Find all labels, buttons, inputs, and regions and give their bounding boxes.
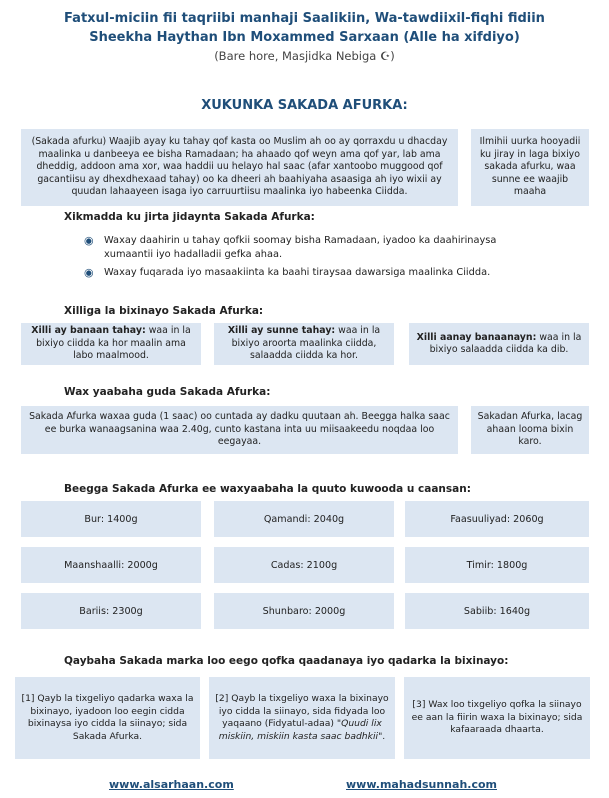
amount-side-text: Sakadan Afurka, lacag ahaan looma bixin karo. xyxy=(477,411,583,448)
measure-bariis: Bariis: 2300g xyxy=(79,605,143,617)
timing-heading: Xilliga la bixinayo Sakada Afurka: xyxy=(64,305,264,317)
measure-maanshaalli: Maanshaalli: 2000g xyxy=(64,559,158,571)
measure-cell xyxy=(214,593,394,629)
intention-box-1 xyxy=(15,677,200,759)
measures-heading: Beegga Sakada Afurka ee waxyaabaha la quuto kuwooda u caansan: xyxy=(64,483,471,495)
wisdom-item-2 xyxy=(84,266,524,280)
intro-main-text: (Sakada afurku) Waajib ayay ku tahay qof kasta oo Muslim ah oo ay qorraxdu u dhacday maalinka u danbeeya ee bisha Ramadaan; ha ahaado qof weyn ama qof yar, lab ama dheddig, addoon ama xor, waa haddii uu helayo hal saac (afar xantoobo muggood qof gacantiisu ay dhexdhexaad tahay) oo ka dheeri ah baahiyaha asaasiga ah iyo wixii ay quudan lahaayeen isaga iyo carruurtiisu maalinka iyo habeenka Ciidda. xyxy=(31,136,448,198)
intention-box-3 xyxy=(404,677,590,759)
wisdom-item-1 xyxy=(84,234,524,261)
intention-box-2-post: ". xyxy=(378,730,386,742)
wisdom-item-1-text: Waxay daahirin u tahay qofkii soomay bisha Ramadaan, iyadoo ka daahirinaysa xumaantii iyo hadalladii gefka ahaa. xyxy=(104,235,497,260)
timing-box-3-label: Xilli aanay banaanayn: xyxy=(416,331,537,343)
timing-box-1-text xyxy=(27,325,195,363)
measure-qamandi: Qamandi: 2040g xyxy=(263,513,345,525)
timing-box-1-body: waa in la bixiyo ciidda ka hor maalin ama labo maalmood. xyxy=(36,325,191,362)
amount-heading: Wax yaabaha guda Sakada Afurka: xyxy=(64,386,271,398)
wisdom-heading: Xikmadda ku jirta jidaynta Sakada Afurka: xyxy=(64,211,315,223)
intention-box-3-text: [3] Wax loo tixgeliyo qofka la siinayo ee aan la fiirin waxa la bixinayo; sida kafaaraada dhaarta. xyxy=(411,699,583,736)
intention-box-2-pre: [2] Qayb la tixgeliyo waxa la bixinayo iyo cidda la siinayo, sida fidyada loo yaqaano (Fidyatul-adaa) " xyxy=(215,693,389,729)
measure-sabiib: Sabiib: 1640g xyxy=(463,605,531,617)
intro-side-text: Ilmihii uurka hooyadii ku jiray in laga bixiyo sakada afurku, waa sunne ee waajib maaha xyxy=(479,136,581,198)
wisdom-item-2-text: Waxay fuqarada iyo masaakiinta ka baahi tiraysaa dawarsiga maalinka Ciidda. xyxy=(104,267,491,278)
amount-main-box xyxy=(21,406,458,454)
measure-cadas: Cadas: 2100g xyxy=(270,559,338,571)
header-line-3: (Bare hore, Masjidka Nebiga ☪) xyxy=(214,49,395,63)
measure-bur: Bur: 1400g xyxy=(84,513,138,525)
intention-box-2 xyxy=(209,677,395,759)
amount-main-text: Sakada Afurka waxaa guda (1 saac) oo cuntada ay dadku quutaan ah. Beegga halka saac ee burka wanaagsanina waa 2.40g, cunto kastana inta uu miisaakeedu noqdaa loo eegayaa. xyxy=(29,411,450,448)
timing-box-2 xyxy=(214,323,394,365)
measure-timir: Timir: 1800g xyxy=(466,559,528,571)
timing-box-3-body: waa in la bixiyo salaadda ciidda ka dib. xyxy=(429,331,582,355)
timing-box-2-text xyxy=(220,325,388,363)
measure-cell xyxy=(405,547,589,583)
intro-main-box xyxy=(21,129,458,206)
measure-cell xyxy=(21,501,201,537)
bullet-icon: ◉ xyxy=(84,266,94,279)
measure-shunbaro: Shunbaro: 2000g xyxy=(262,605,346,617)
intention-box-1-text: [1] Qayb la tixgeliyo qadarka waxa la bixinayo, iyadoon loo eegin cidda bixinaysa iyo cidda la siinayo; sida Sakada Afurka. xyxy=(21,693,194,742)
bullet-icon: ◉ xyxy=(84,234,94,247)
measure-cell xyxy=(214,547,394,583)
measure-cell xyxy=(21,547,201,583)
timing-box-2-label: Xilli ay sunne tahay: xyxy=(227,325,336,337)
measure-faasuuliyad: Faasuuliyad: 2060g xyxy=(450,513,544,525)
footer-link-right[interactable]: www.mahadsunnah.com xyxy=(346,778,497,791)
intention-box-2-quote: Quudi lix miskiin, miskiin kasta saac badhkii xyxy=(218,718,382,742)
measure-cell xyxy=(405,593,589,629)
measure-cell xyxy=(405,501,589,537)
page-title: XUKUNKA SAKADA AFURKA: xyxy=(201,98,408,113)
timing-box-3-text xyxy=(415,332,583,357)
timing-box-2-body: waa in la bixiyo aroorta maalinka ciidda, salaadda ciidda ka hor. xyxy=(231,325,381,362)
intention-box-2-text xyxy=(215,693,389,743)
measure-cell xyxy=(214,501,394,537)
timing-box-1-label: Xilli ay banaan tahay: xyxy=(31,325,146,337)
header-line-1: Fatxul-miciin fii taqriibi manhaji Saalikiin, Wa-tawdiixil-fiqhi fidiin xyxy=(64,11,545,26)
intro-side-box xyxy=(471,129,589,206)
footer-link-left[interactable]: www.alsarhaan.com xyxy=(109,778,234,791)
intention-heading: Qaybaha Sakada marka loo eego qofka qaadanaya iyo qadarka la bixinayo: xyxy=(64,655,509,667)
header-line-2: Sheekha Haythan Ibn Moxammed Sarxaan (Alle ha xifdiyo) xyxy=(89,30,520,45)
measure-cell xyxy=(21,593,201,629)
timing-box-1 xyxy=(21,323,201,365)
amount-side-box xyxy=(471,406,589,454)
timing-box-3 xyxy=(409,323,589,365)
